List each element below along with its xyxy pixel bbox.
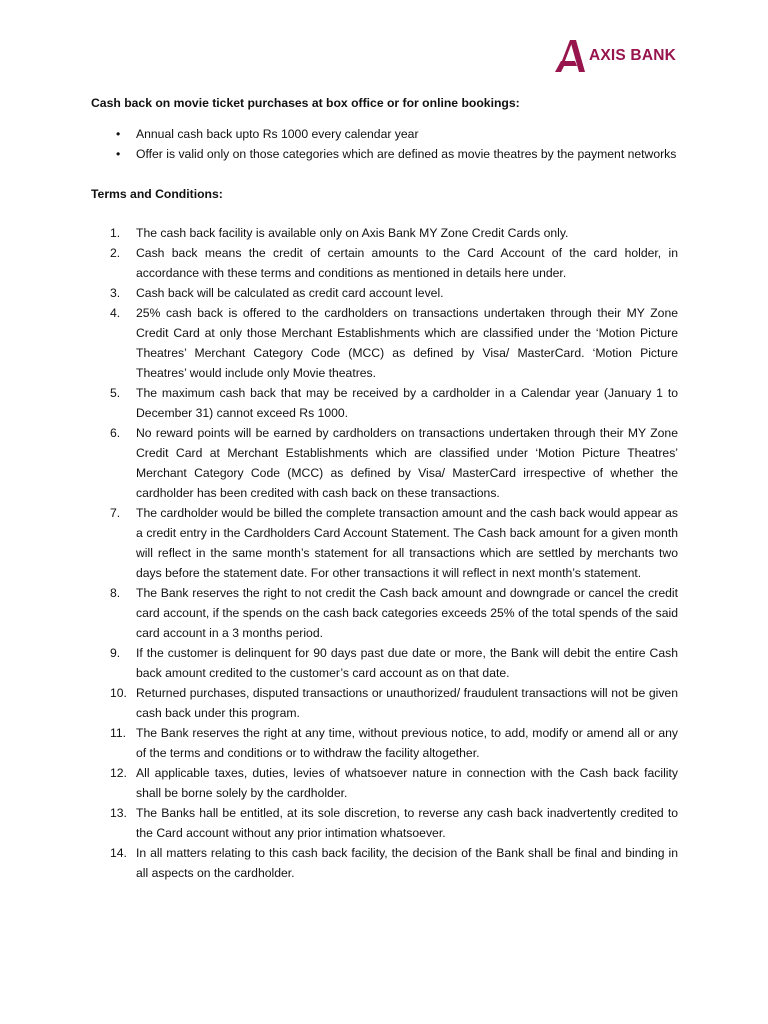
term-text: Returned purchases, disputed transactions or unauthorized/ fraudulent transactions will not be given cash back under this program. bbox=[136, 686, 678, 720]
document-body bbox=[91, 93, 678, 883]
offer-heading: Cash back on movie ticket purchases at box office or for online bookings: bbox=[91, 96, 520, 110]
term-text: The maximum cash back that may be received by a cardholder in a Calendar year (January 1 to December 31) cannot exceed Rs 1000. bbox=[136, 386, 678, 420]
bank-name: AXIS BANK bbox=[588, 47, 676, 64]
term-item bbox=[91, 503, 678, 583]
term-item bbox=[91, 303, 678, 383]
term-number: 2. bbox=[110, 246, 121, 260]
term-item bbox=[91, 243, 678, 283]
term-item bbox=[91, 643, 678, 683]
term-item bbox=[91, 763, 678, 803]
offer-bullet-list bbox=[91, 124, 678, 164]
axis-bank-logo-icon bbox=[555, 40, 585, 72]
term-item bbox=[91, 423, 678, 503]
term-item bbox=[91, 843, 678, 883]
term-number: 5. bbox=[110, 386, 121, 400]
term-text: If the customer is delinquent for 90 days past due date or more, the Bank will debit the entire Cash back amount credited to the customer’s card account as on that date. bbox=[136, 646, 678, 680]
offer-bullet: • Annual cash back upto Rs 1000 every calendar year bbox=[91, 124, 678, 144]
term-text: 25% cash back is offered to the cardholders on transactions undertaken through their MY Zone Credit Card at only those Merchant Establishments which are classified under the ‘Motion Picture Theatres’ Merchant Category Code (MCC) as defined by Visa/ MasterCard. ‘Motion Picture Theatres’ would include only Movie theatres. bbox=[136, 306, 678, 380]
term-number: 13. bbox=[110, 806, 127, 820]
term-item bbox=[91, 383, 678, 423]
term-number: 1. bbox=[110, 226, 121, 240]
term-text: All applicable taxes, duties, levies of whatsoever nature in connection with the Cash back facility shall be borne solely by the cardholder. bbox=[136, 766, 678, 800]
term-item bbox=[91, 803, 678, 843]
term-number: 8. bbox=[110, 586, 121, 600]
term-number: 14. bbox=[110, 846, 127, 860]
term-item bbox=[91, 223, 678, 243]
terms-heading: Terms and Conditions: bbox=[91, 187, 223, 201]
bank-logo bbox=[555, 40, 676, 72]
term-text: The Banks hall be entitled, at its sole discretion, to reverse any cash back inadvertently credited to the Card account without any prior intimation whatsoever. bbox=[136, 806, 678, 840]
term-text: The Bank reserves the right to not credit the Cash back amount and downgrade or cancel the credit card account, if the spends on the cash back categories exceeds 25% of the total spends of the said card account in a 3 months period. bbox=[136, 586, 678, 640]
term-number: 7. bbox=[110, 506, 121, 520]
term-text: Cash back means the credit of certain amounts to the Card Account of the card holder, in accordance with these terms and conditions as mentioned in details here under. bbox=[136, 246, 678, 280]
term-number: 6. bbox=[110, 426, 121, 440]
term-number: 9. bbox=[110, 646, 121, 660]
term-number: 4. bbox=[110, 306, 121, 320]
terms-list bbox=[91, 223, 678, 883]
term-item bbox=[91, 683, 678, 723]
term-item bbox=[91, 723, 678, 763]
term-number: 11. bbox=[110, 726, 127, 740]
term-number: 10. bbox=[110, 686, 127, 700]
term-text: In all matters relating to this cash back facility, the decision of the Bank shall be final and binding in all aspects on the cardholder. bbox=[136, 846, 678, 880]
term-text: No reward points will be earned by cardholders on transactions undertaken through their MY Zone Credit Card at Merchant Establishments which are classified under ‘Motion Picture Theatres’ Merchant Category Code (MCC) as defined by Visa/ MasterCard irrespective of whether the cardholder has been credited with cash back on these transactions. bbox=[136, 426, 678, 500]
offer-bullet: • Offer is valid only on those categories which are defined as movie theatres by the payment networks bbox=[91, 144, 678, 164]
term-number: 12. bbox=[110, 766, 127, 780]
term-text: The cardholder would be billed the complete transaction amount and the cash back would appear as a credit entry in the Cardholders Card Account Statement. The Cash back amount for a given month will reflect in the same month’s statement for all transactions which are settled by merchants two days before the statement date. For other transactions it will reflect in next month’s statement. bbox=[136, 506, 678, 580]
term-item bbox=[91, 283, 678, 303]
term-text: The Bank reserves the right at any time, without previous notice, to add, modify or amend all or any of the terms and conditions or to withdraw the facility altogether. bbox=[136, 726, 678, 760]
term-text: Cash back will be calculated as credit card account level. bbox=[136, 286, 444, 300]
term-text: The cash back facility is available only on Axis Bank MY Zone Credit Cards only. bbox=[136, 226, 569, 240]
term-number: 3. bbox=[110, 286, 121, 300]
term-item bbox=[91, 583, 678, 643]
